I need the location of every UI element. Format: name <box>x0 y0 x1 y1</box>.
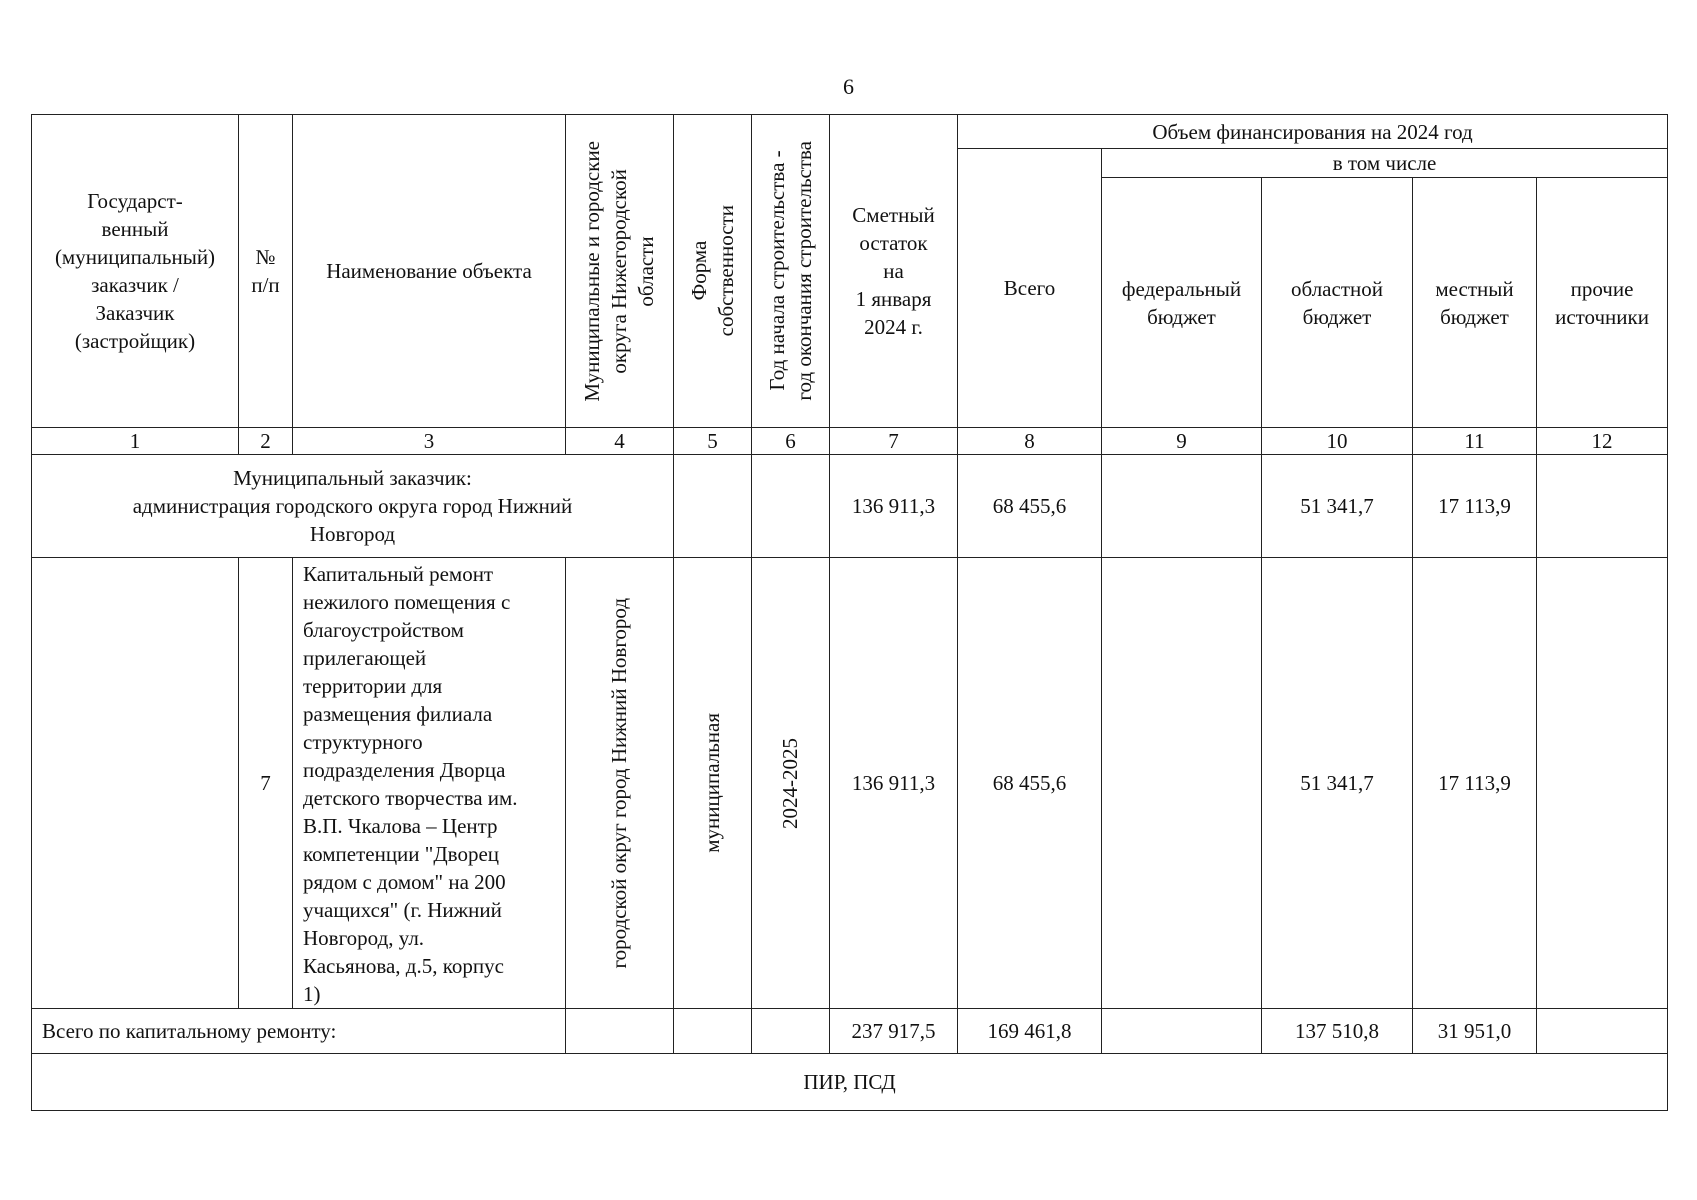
header-total: Всего <box>958 149 1102 428</box>
object-municipality: городской округ город Нижний Новгород <box>607 597 631 969</box>
header-years-cell <box>752 115 830 428</box>
header-estimate: Сметный остаток на 1 января 2024 г. <box>830 115 958 428</box>
column-number: 7 <box>830 428 958 455</box>
customer-row <box>32 455 1668 558</box>
header-ownership: Форма собственности <box>686 205 738 337</box>
header-funding-group: Объем финансирования на 2024 год <box>958 115 1668 149</box>
total-label: Всего по капитальному ремонту: <box>32 1009 566 1054</box>
column-number: 5 <box>674 428 752 455</box>
total-estimate: 237 917,5 <box>830 1009 958 1054</box>
column-number: 3 <box>293 428 566 455</box>
header-object-name: Наименование объекта <box>293 115 566 428</box>
column-number: 9 <box>1102 428 1262 455</box>
object-regional: 51 341,7 <box>1262 558 1413 1009</box>
object-name: Капитальный ремонт нежилого помещения с благоустройством прилегающей территории для размещения филиала структурного подразделения Дворца детского творчества им. В.П. Чкалова – Центр компетенции "Дворец рядом с домом" на 200 учащихся" (г. Нижний Новгород, ул. Касьянова, д.5, корпус 1) <box>293 558 566 1009</box>
object-row <box>32 558 1668 1009</box>
customer-federal <box>1102 455 1262 558</box>
customer-years-empty <box>752 455 830 558</box>
column-number: 1 <box>32 428 239 455</box>
customer-estimate: 136 911,3 <box>830 455 958 558</box>
customer-other <box>1537 455 1668 558</box>
header-other: прочие источники <box>1537 178 1668 428</box>
object-ownership: муниципальная <box>700 713 724 853</box>
section-title: ПИР, ПСД <box>32 1054 1668 1111</box>
header-number: № п/п <box>239 115 293 428</box>
total-municipality-empty <box>566 1009 674 1054</box>
header-municipality-cell <box>566 115 674 428</box>
column-number: 2 <box>239 428 293 455</box>
object-customer-empty <box>32 558 239 1009</box>
object-years: 2024-2025 <box>778 737 802 829</box>
customer-label: Муниципальный заказчик: администрация городского округа город Нижний Новгород <box>32 455 674 558</box>
header-local: местный бюджет <box>1413 178 1537 428</box>
object-total: 68 455,6 <box>958 558 1102 1009</box>
header-regional: областной бюджет <box>1262 178 1413 428</box>
financing-table <box>31 114 1668 1111</box>
object-local: 17 113,9 <box>1413 558 1537 1009</box>
column-number: 4 <box>566 428 674 455</box>
header-ownership-cell <box>674 115 752 428</box>
column-number: 10 <box>1262 428 1413 455</box>
page-number: 6 <box>843 74 854 99</box>
object-years-cell <box>752 558 830 1009</box>
total-row <box>32 1009 1668 1054</box>
customer-ownership-empty <box>674 455 752 558</box>
total-other <box>1537 1009 1668 1054</box>
object-number: 7 <box>239 558 293 1009</box>
column-number: 8 <box>958 428 1102 455</box>
column-number: 12 <box>1537 428 1668 455</box>
column-number: 6 <box>752 428 830 455</box>
customer-local: 17 113,9 <box>1413 455 1537 558</box>
object-municipality-cell <box>566 558 674 1009</box>
total-local: 31 951,0 <box>1413 1009 1537 1054</box>
column-number: 11 <box>1413 428 1537 455</box>
header-federal: федеральный бюджет <box>1102 178 1262 428</box>
total-federal <box>1102 1009 1262 1054</box>
total-ownership-empty <box>674 1009 752 1054</box>
object-ownership-cell <box>674 558 752 1009</box>
header-including: в том числе <box>1102 149 1668 178</box>
total-years-empty <box>752 1009 830 1054</box>
customer-total: 68 455,6 <box>958 455 1102 558</box>
object-other <box>1537 558 1668 1009</box>
header-years: Год начала строительства - год окончания строительства <box>764 141 816 401</box>
object-estimate: 136 911,3 <box>830 558 958 1009</box>
total-regional: 137 510,8 <box>1262 1009 1413 1054</box>
object-federal <box>1102 558 1262 1009</box>
customer-regional: 51 341,7 <box>1262 455 1413 558</box>
header-municipality: Муниципальные и городские округа Нижегородской области <box>580 140 658 402</box>
total-total: 169 461,8 <box>958 1009 1102 1054</box>
header-customer: Государст- венный (муниципальный) заказчик / Заказчик (застройщик) <box>32 115 239 428</box>
